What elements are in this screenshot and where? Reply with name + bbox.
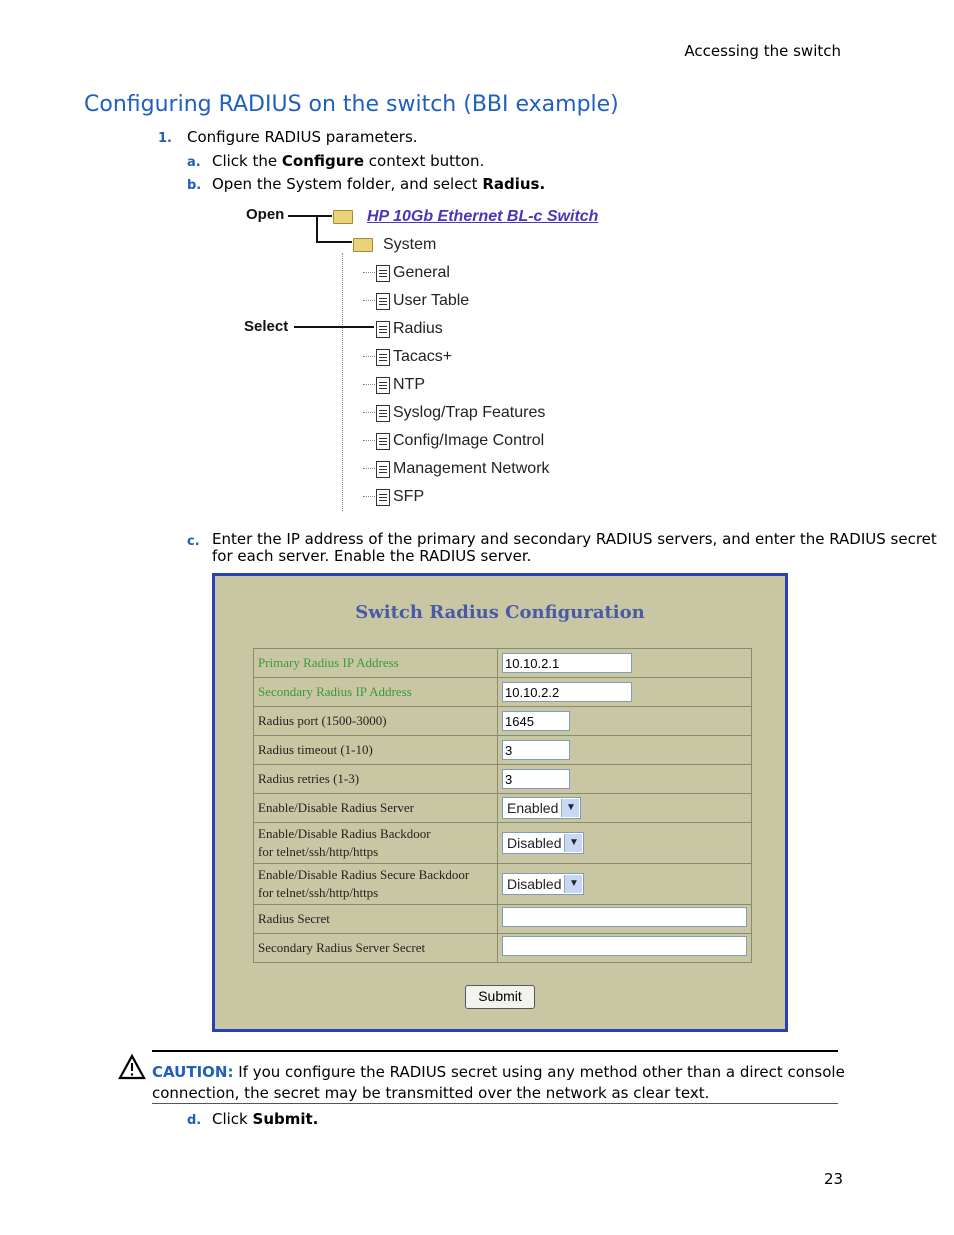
- caution-label: CAUTION:: [152, 1063, 234, 1081]
- field-cell: [498, 707, 752, 736]
- navigation-tree-figure: [240, 203, 620, 518]
- document-icon: [376, 405, 390, 422]
- submit-button[interactable]: Submit: [465, 985, 535, 1009]
- field-label-line: Enable/Disable Radius Backdoor: [258, 826, 431, 841]
- tree-item-label: Management Network: [393, 460, 550, 477]
- tree-item-label: Tacacs+: [393, 348, 453, 365]
- radius-retries-input[interactable]: 3: [502, 769, 570, 789]
- step-number: a.: [187, 155, 201, 170]
- page-number: 23: [824, 1170, 844, 1188]
- open-callout-line: [288, 215, 332, 217]
- step-text: Click: [212, 1110, 253, 1128]
- step-bold: Configure: [281, 152, 365, 170]
- step-number: 1.: [158, 131, 172, 146]
- step-1: [158, 128, 418, 146]
- table-row: [254, 864, 752, 905]
- table-row: [254, 678, 752, 707]
- table-row: [254, 649, 752, 678]
- field-cell: [498, 736, 752, 765]
- open-callout-line: [316, 241, 352, 243]
- tree-item-label: NTP: [393, 376, 425, 393]
- field-label: Primary Radius IP Address: [254, 649, 498, 678]
- step-text: Enter the IP address of the primary and secondary RADIUS servers, and enter the RADIUS secret: [212, 530, 937, 548]
- step-text: context button.: [364, 152, 485, 170]
- section-title: Configuring RADIUS on the switch (BBI example): [84, 92, 619, 117]
- tree-item-label: SFP: [393, 488, 425, 505]
- step-b: [187, 175, 546, 193]
- caution-line: connection, the secret may be transmitted over the network as clear text.: [152, 1084, 710, 1102]
- folder-icon: [333, 210, 353, 224]
- caution-note: [118, 1050, 845, 1104]
- step-bold: Submit.: [252, 1110, 319, 1128]
- tree-item-label: Config/Image Control: [393, 432, 545, 449]
- field-cell: [498, 649, 752, 678]
- field-cell: [498, 864, 752, 905]
- select-value: Enabled: [507, 800, 559, 816]
- document-icon: [376, 265, 390, 282]
- field-cell: [498, 765, 752, 794]
- tree-folder-system[interactable]: System: [383, 236, 437, 253]
- document-icon: [376, 293, 390, 310]
- radius-server-select[interactable]: [502, 797, 581, 819]
- step-a: [187, 152, 485, 170]
- tree-item-label: Radius: [393, 320, 443, 337]
- tree-connector: [363, 468, 375, 469]
- open-callout-label: Open: [246, 206, 285, 223]
- field-cell: [498, 905, 752, 934]
- open-callout-line: [316, 215, 318, 243]
- field-label: Radius Secret: [254, 905, 498, 934]
- caution-line: If you configure the RADIUS secret using any method other than a direct console: [233, 1063, 845, 1081]
- document-icon: [376, 377, 390, 394]
- step-d: [187, 1110, 319, 1128]
- field-label-line: for telnet/ssh/http/https: [258, 844, 379, 859]
- switch-radius-configuration-panel: [212, 573, 788, 1032]
- step-number: d.: [187, 1113, 202, 1128]
- step-bold: Radius.: [482, 175, 546, 193]
- step-text: Open the System folder, and select: [212, 175, 483, 193]
- table-row: [254, 934, 752, 963]
- caution-rule-top: [152, 1050, 838, 1052]
- chevron-down-icon: ▼: [561, 799, 579, 817]
- field-label-line: Enable/Disable Radius Secure Backdoor: [258, 867, 470, 882]
- field-label: Secondary Radius IP Address: [254, 678, 498, 707]
- document-icon: [376, 321, 390, 338]
- select-callout-line: [294, 326, 374, 328]
- tree-item-label: General: [393, 264, 450, 281]
- tree-root-link[interactable]: HP 10Gb Ethernet BL-c Switch: [367, 208, 599, 225]
- field-label: [254, 823, 498, 864]
- radius-backdoor-select[interactable]: [502, 832, 584, 854]
- select-value: Disabled: [507, 835, 562, 851]
- tree-connector: [363, 300, 375, 301]
- panel-title: Switch Radius Configuration: [355, 602, 645, 623]
- running-header: Accessing the switch: [684, 42, 841, 60]
- tree-connector: [342, 253, 343, 511]
- field-label: Radius port (1500-3000): [254, 707, 498, 736]
- field-cell: [498, 823, 752, 864]
- document-icon: [376, 433, 390, 450]
- table-row: [254, 823, 752, 864]
- field-label-line: for telnet/ssh/http/https: [258, 885, 379, 900]
- field-label: Secondary Radius Server Secret: [254, 934, 498, 963]
- table-row: [254, 794, 752, 823]
- field-cell: [498, 794, 752, 823]
- folder-open-icon: [353, 238, 373, 252]
- select-callout-label: Select: [244, 318, 289, 335]
- step-number: b.: [187, 178, 202, 193]
- tree-connector: [363, 384, 375, 385]
- field-label: [254, 864, 498, 905]
- step-text: for each server. Enable the RADIUS server.: [212, 547, 532, 565]
- tree-item-label: Syslog/Trap Features: [393, 404, 546, 421]
- step-text: Click the: [212, 152, 282, 170]
- table-row: [254, 707, 752, 736]
- secondary-ip-input[interactable]: 10.10.2.2: [502, 682, 632, 702]
- field-label: Radius retries (1-3): [254, 765, 498, 794]
- caution-rule-bottom: [152, 1103, 838, 1104]
- radius-config-table: [253, 648, 752, 963]
- radius-secret-input[interactable]: [502, 907, 747, 927]
- field-label: Enable/Disable Radius Server: [254, 794, 498, 823]
- step-number: c.: [187, 534, 200, 549]
- tree-connector: [363, 440, 375, 441]
- step-text: Configure RADIUS parameters.: [187, 128, 418, 146]
- tree-connector: [363, 272, 375, 273]
- document-icon: [376, 349, 390, 366]
- radius-port-input[interactable]: 1645: [502, 711, 570, 731]
- table-row: [254, 765, 752, 794]
- tree-connector: [363, 412, 375, 413]
- field-cell: [498, 678, 752, 707]
- caution-text: [152, 1062, 845, 1104]
- radius-secure-backdoor-select[interactable]: [502, 873, 584, 895]
- step-c: [187, 530, 937, 565]
- field-cell: [498, 934, 752, 963]
- table-row: [254, 905, 752, 934]
- chevron-down-icon: ▼: [564, 834, 582, 852]
- field-label: Radius timeout (1-10): [254, 736, 498, 765]
- tree-connector: [363, 356, 375, 357]
- select-value: Disabled: [507, 876, 562, 892]
- document-icon: [376, 489, 390, 506]
- tree-item-label: User Table: [393, 292, 470, 309]
- primary-ip-input[interactable]: 10.10.2.1: [502, 653, 632, 673]
- document-icon: [376, 461, 390, 478]
- secondary-radius-secret-input[interactable]: [502, 936, 747, 956]
- warning-triangle-icon: [118, 1054, 146, 1080]
- chevron-down-icon: ▼: [564, 875, 582, 893]
- tree-connector: [363, 496, 375, 497]
- table-row: [254, 736, 752, 765]
- radius-timeout-input[interactable]: 3: [502, 740, 570, 760]
